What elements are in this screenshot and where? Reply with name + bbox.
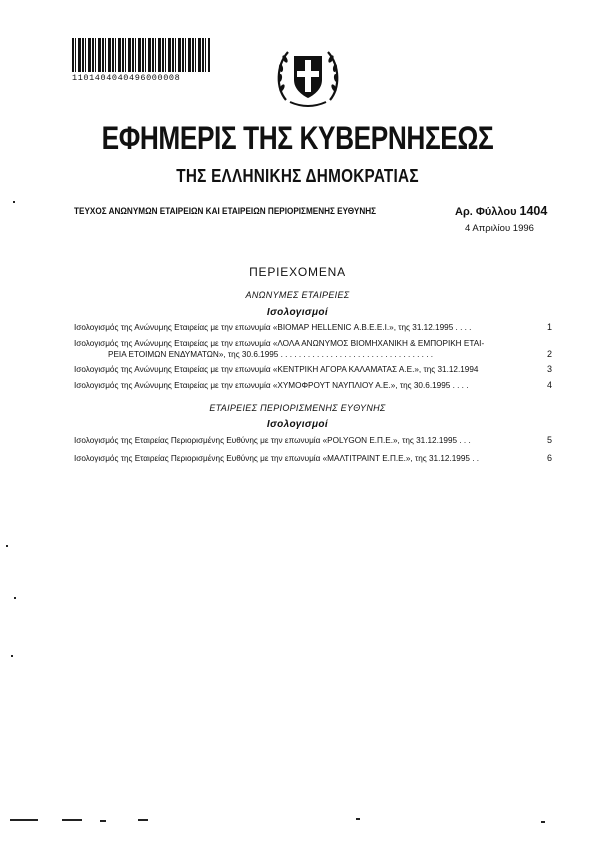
contents-entry[interactable] xyxy=(74,364,552,375)
contents-entry[interactable] xyxy=(74,338,552,360)
entry-text: Ισολογισμός της Εταιρείας Περιορισμένης Ευθύνης με την επωνυμία «ΜΑΛΤΙΤΡΑΙΝΤ Ε.Π.Ε.», της 31.12.1995 . . xyxy=(74,454,480,463)
sheet-number: 1404 xyxy=(519,204,548,218)
entry-text-line-2: ΡΕΙΑ ΕΤΟΙΜΩΝ ΕΝΔΥΜΑΤΩΝ», της 30.6.1995 . . . . . . . . . . . . . . . . . . . . . . . . . . . . . . . . . . xyxy=(108,350,434,359)
scan-edge-mark xyxy=(10,819,38,821)
barcode-number: 1101404040496000008 xyxy=(72,73,181,83)
scan-speck xyxy=(13,201,15,203)
contents-entry[interactable] xyxy=(74,435,552,446)
section-subtitle: Ισολογισμοί xyxy=(266,307,329,318)
sheet-label-text: Αρ. Φύλλου xyxy=(455,206,517,218)
barcode xyxy=(72,38,210,72)
issue-type: ΤΕΥΧΟΣ ΑΝΩΝΥΜΩΝ ΕΤΑΙΡΕΙΩΝ ΚΑΙ ΕΤΑΙΡΕΙΩΝ ΠΕΡΙΟΡΙΣΜΕΝΗΣ ΕΥΘΥΝΗΣ xyxy=(74,206,377,217)
greek-coat-of-arms-emblem xyxy=(272,40,344,112)
entry-page: 4 xyxy=(546,380,552,390)
scan-speck xyxy=(14,597,16,599)
gazette-title: ΕΦΗΜΕΡΙΣ ΤΗΣ ΚΥΒΕΡΝΗΣΕΩΣ xyxy=(101,120,494,156)
entry-text: Ισολογισμός της Ανώνυμης Εταιρείας με την επωνυμία «ΚΕΝΤΡΙΚΗ ΑΓΟΡΑ ΚΑΛΑΜΑΤΑΣ Α.Ε.», της 31.12.1994 xyxy=(74,365,479,374)
entry-text: Ισολογισμός της Ανώνυμης Εταιρείας με την επωνυμία «ΒΙΟΜΑΡ HELLENIC Α.Β.Ε.Ε.Ι.», της 31.12.1995 . . . . xyxy=(74,323,472,332)
scan-edge-mark xyxy=(138,819,148,821)
contents-entry[interactable] xyxy=(74,380,552,391)
entry-page: 2 xyxy=(546,349,552,359)
entry-page: 6 xyxy=(546,453,552,463)
contents-heading: ΠΕΡΙΕΧΟΜΕΝΑ xyxy=(249,265,346,279)
entry-text: Ισολογισμός της Ανώνυμης Εταιρείας με την επωνυμία «ΧΥΜΟΦΡΟΥΤ ΝΑΥΠΛΙΟΥ Α.Ε.», της 30.6.1995 . . . . xyxy=(74,381,469,390)
section-title: ΑΝΩΝΥΜΕΣ ΕΤΑΙΡΕΙΕΣ xyxy=(245,290,350,300)
entry-page: 5 xyxy=(546,435,552,445)
section-title: ΕΤΑΙΡΕΙΕΣ ΠΕΡΙΟΡΙΣΜΕΝΗΣ ΕΥΘΥΝΗΣ xyxy=(209,403,386,413)
contents-entry[interactable] xyxy=(74,453,552,464)
entry-text xyxy=(74,338,538,360)
scan-edge-mark xyxy=(62,819,82,821)
issue-date: 4 Απριλίου 1996 xyxy=(465,223,534,234)
scan-edge-mark xyxy=(356,818,360,820)
sheet-number-label xyxy=(455,204,547,218)
contents-entry[interactable] xyxy=(74,322,552,333)
entry-text-line-1: Ισολογισμός της Ανώνυμης Εταιρείας με την επωνυμία «ΛΟΛΑ ΑΝΩΝΥΜΟΣ ΒΙΟΜΗΧΑΝΙΚΗ & ΕΜΠΟΡΙΚΗ ΕΤΑΙ- xyxy=(74,339,485,348)
scan-edge-mark xyxy=(541,821,545,823)
entry-text: Ισολογισμός της Εταιρείας Περιορισμένης Ευθύνης με την επωνυμία «POLYGON Ε.Π.Ε.», της 31.12.1995 . . . xyxy=(74,436,471,445)
scan-speck xyxy=(11,655,13,657)
scan-edge-mark xyxy=(100,820,106,822)
gazette-subtitle: ΤΗΣ ΕΛΛΗΝΙΚΗΣ ΔΗΜΟΚΡΑΤΙΑΣ xyxy=(176,166,419,186)
section-subtitle: Ισολογισμοί xyxy=(266,419,329,430)
entry-page: 1 xyxy=(546,322,552,332)
entry-page: 3 xyxy=(546,364,552,374)
scan-speck xyxy=(6,545,8,547)
